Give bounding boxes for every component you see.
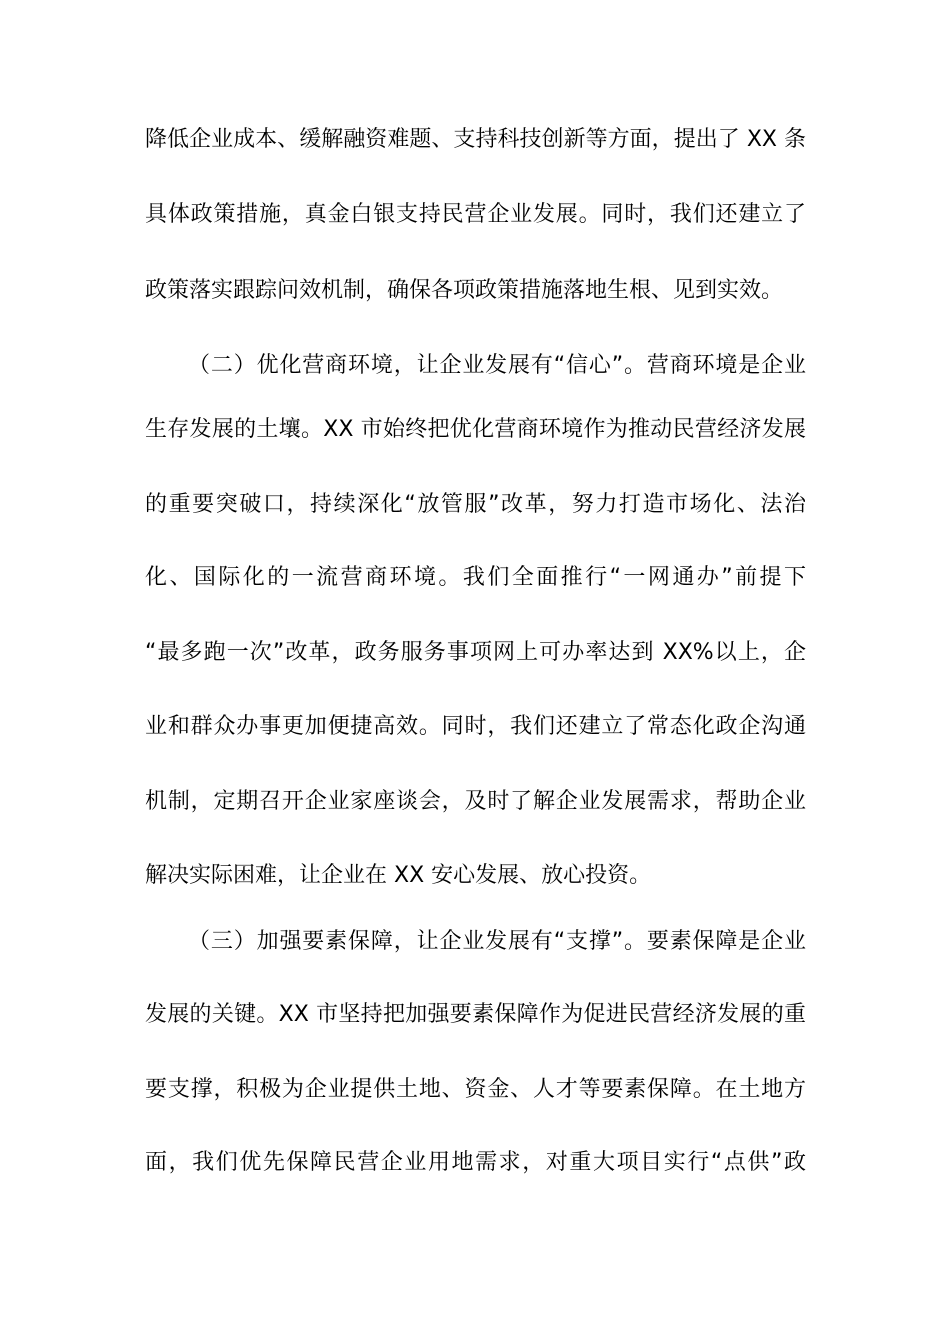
text-line: 业和群众办事更加便捷高效。同时，我们还建立了常态化政企沟通	[145, 714, 806, 739]
text-line: 具体政策措施，真金白银支持民营企业发展。同时，我们还建立了	[145, 202, 806, 227]
text-line: 解决实际困难，让企业在 XX 安心发展、放心投资。	[145, 863, 652, 888]
text-line: 的重要突破口，持续深化“放管服”改革，努力打造市场化、法治	[145, 492, 806, 517]
text-line: 降低企业成本、缓解融资难题、支持科技创新等方面，提出了 XX 条	[145, 127, 806, 152]
text-line: 面，我们优先保障民营企业用地需求，对重大项目实行“点供”政	[145, 1150, 806, 1175]
text-line: 生存发展的土壤。XX 市始终把优化营商环境作为推动民营经济发展	[145, 417, 806, 442]
text-line: 要支撑，积极为企业提供土地、资金、人才等要素保障。在土地方	[145, 1077, 806, 1102]
text-line: 机制，定期召开企业家座谈会，及时了解企业发展需求，帮助企业	[145, 789, 806, 814]
text-line: （二）优化营商环境，让企业发展有“信心”。营商环境是企业	[188, 353, 806, 378]
text-line: 化、国际化的一流营商环境。我们全面推行“一网通办”前提下	[145, 565, 806, 590]
text-line: 政策落实跟踪问效机制，确保各项政策措施落地生根、见到实效。	[145, 278, 784, 303]
text-line: “最多跑一次”改革，政务服务事项网上可办率达到 XX%以上，企	[145, 640, 806, 665]
text-line: 发展的关键。XX 市坚持把加强要素保障作为促进民营经济发展的重	[145, 1002, 806, 1027]
text-line: （三）加强要素保障，让企业发展有“支撑”。要素保障是企业	[188, 929, 806, 954]
